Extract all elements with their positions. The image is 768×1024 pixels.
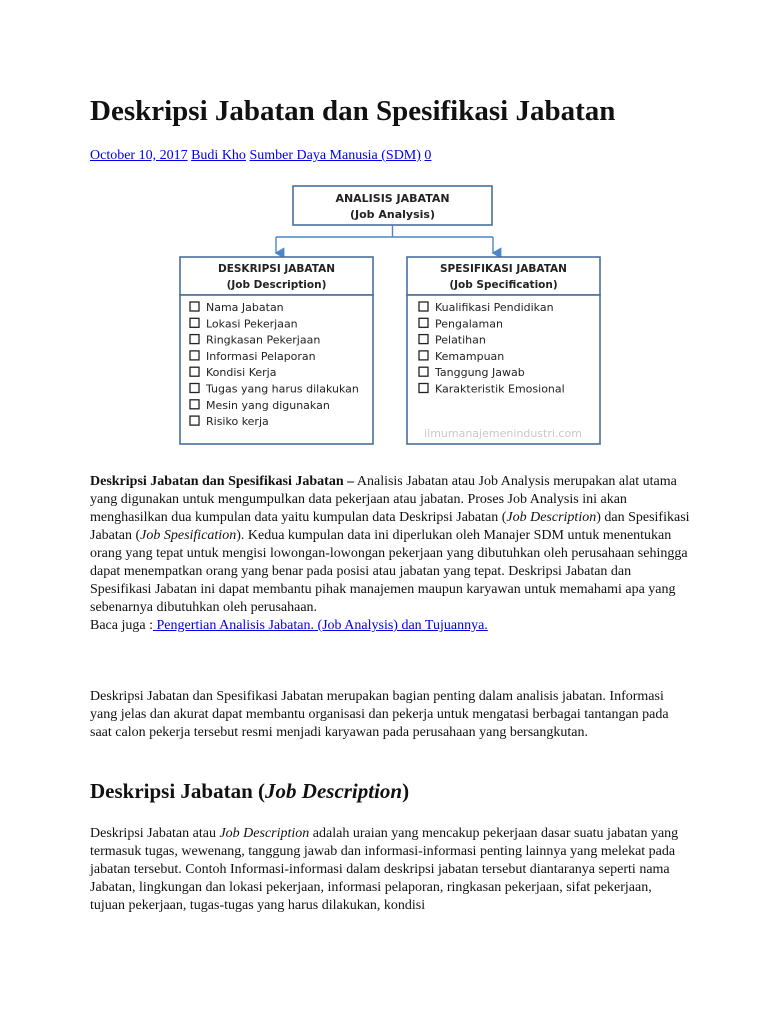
intro-lead: Deskripsi Jabatan dan Spesifikasi Jabatan –: [90, 474, 355, 489]
job-description-item: Mesin yang digunakan: [206, 398, 330, 412]
job-description-checkbox-icon: [190, 351, 199, 360]
job-specification-item: Karakteristik Emosional: [435, 382, 565, 396]
jd-text-1: Deskripsi Jabatan atau: [90, 826, 220, 841]
intro-italic-1: Job Description: [506, 510, 597, 525]
intro-text-2: ) dan Spesifikasi Jabatan (: [90, 510, 690, 543]
job-specification-item: Kemampuan: [435, 349, 505, 363]
baca-juga-label: Baca juga :: [90, 618, 153, 633]
job-description-item: Risiko kerja: [206, 415, 269, 429]
author-link[interactable]: Budi Kho: [191, 148, 246, 163]
job-specification-title: SPESIFIKASI JABATAN: [440, 263, 567, 275]
job-specification-checkbox-icon: [419, 318, 428, 327]
job-specification-checkbox-icon: [419, 367, 428, 376]
job-analysis-subtitle: (Job Analysis): [350, 208, 435, 221]
job-description-item: Tugas yang harus dilakukan: [206, 382, 359, 396]
job-description-checkbox-icon: [190, 384, 199, 393]
job-description-checkbox-icon: [190, 416, 199, 425]
page-title: Deskripsi Jabatan dan Spesifikasi Jabatan: [90, 95, 616, 127]
job-specification-item: Pelatihan: [435, 333, 486, 347]
job-specification-item: Tanggung Jawab: [435, 366, 525, 380]
section-heading-post: ): [402, 779, 410, 803]
jd-italic-1: Job Description: [219, 826, 310, 841]
job-description-checkbox-icon: [190, 318, 199, 327]
intro-text-3: ). Kedua kumpulan data ini diperlukan oleh Manajer SDM untuk menentukan orang yang tepat untuk mengisi lowongan-lowongan pekerjaan yang dibutuhkan oleh perusahaan sehingga dapat menempatkan orang yang benar pada posisi atau jabatan yang tepat. Deskripsi Jabatan dan Spesifikasi Jabatan ini dapat membantu pihak manajemen maupun karyawan untuk memahami apa yang sebenarnya dibutuhkan oleh perusahaan.: [90, 528, 688, 615]
jd-text-2: adalah uraian yang mencakup pekerjaan dasar suatu jabatan yang termasuk tugas, wewenang, tanggung jawab dan informasi-informasi penting lainnya yang melekat pada jabatan tersebut. Contoh Informasi-informasi dalam deskripsi jabatan tersebut diantaranya seperti nama Jabatan, lingkungan dan lokasi pekerjaan, informasi pelaporan, ringkasan pekerjaan, sifat pekerjaan, tujuan pekerjaan, tugas-tugas yang harus dilakukan, kondisi: [90, 826, 679, 913]
job-analysis-title: ANALISIS JABATAN: [335, 192, 450, 205]
job-description-checkbox-icon: [190, 335, 199, 344]
job-specification-item: Pengalaman: [435, 317, 503, 331]
intro-text-1: Analisis Jabatan atau Job Analysis merupakan alat utama yang digunakan untuk mengumpulkan data pekerjaan atau jabatan. Proses Job Analysis ini akan menghasilkan dua kumpulan data yaitu kumpulan data Deskripsi Jabatan (: [90, 474, 677, 525]
job-description-checkbox-icon: [190, 400, 199, 409]
watermark: ilmumanajemenindustri.com: [424, 427, 582, 440]
intro-paragraph: [90, 473, 690, 635]
job-specification-checkbox-icon: [419, 384, 428, 393]
intro-italic-2: Job Spesification: [140, 528, 237, 543]
job-analysis-diagram: [178, 183, 603, 448]
category-link[interactable]: Sumber Daya Manusia (SDM): [249, 148, 421, 163]
comments-count-link[interactable]: 0: [424, 148, 432, 163]
section-heading: [90, 776, 409, 806]
section-heading-italic: Job Description: [265, 779, 403, 803]
job-specification-checkbox-icon: [419, 302, 428, 311]
job-description-subtitle: (Job Description): [226, 279, 327, 291]
job-description-item: Lokasi Pekerjaan: [206, 317, 298, 331]
job-description-item: Kondisi Kerja: [206, 366, 277, 380]
job-specification-item: Kualifikasi Pendidikan: [435, 301, 554, 314]
diagram-connectors: [276, 225, 493, 253]
baca-juga-link[interactable]: Pengertian Analisis Jabatan. (Job Analysis) dan Tujuannya.: [152, 618, 488, 633]
job-specification-checkbox-icon: [419, 351, 428, 360]
job-specification-subtitle: (Job Specification): [449, 279, 558, 291]
job-description-title: DESKRIPSI JABATAN: [217, 263, 336, 275]
job-description-paragraph: [90, 825, 690, 915]
job-description-item: Nama Jabatan: [206, 301, 284, 314]
post-meta: [90, 146, 431, 166]
job-specification-checkbox-icon: [419, 335, 428, 344]
job-description-item: Ringkasan Pekerjaan: [206, 333, 321, 347]
job-description-checkbox-icon: [190, 302, 199, 311]
second-paragraph: Deskripsi Jabatan dan Spesifikasi Jabatan merupakan bagian penting dalam analisis jabatan. Informasi yang jelas dan akurat dapat membantu organisasi dan pekerja untuk mengatasi berbagai tantangan pada saat calon pekerja tersebut resmi menjadi karyawan pada perusahaan yang bersangkutan.: [90, 689, 669, 740]
post-date-link[interactable]: October 10, 2017: [90, 148, 188, 163]
job-description-item: Informasi Pelaporan: [206, 349, 316, 363]
section-heading-pre: Deskripsi Jabatan (: [90, 779, 266, 803]
job-description-checkbox-icon: [190, 367, 199, 376]
